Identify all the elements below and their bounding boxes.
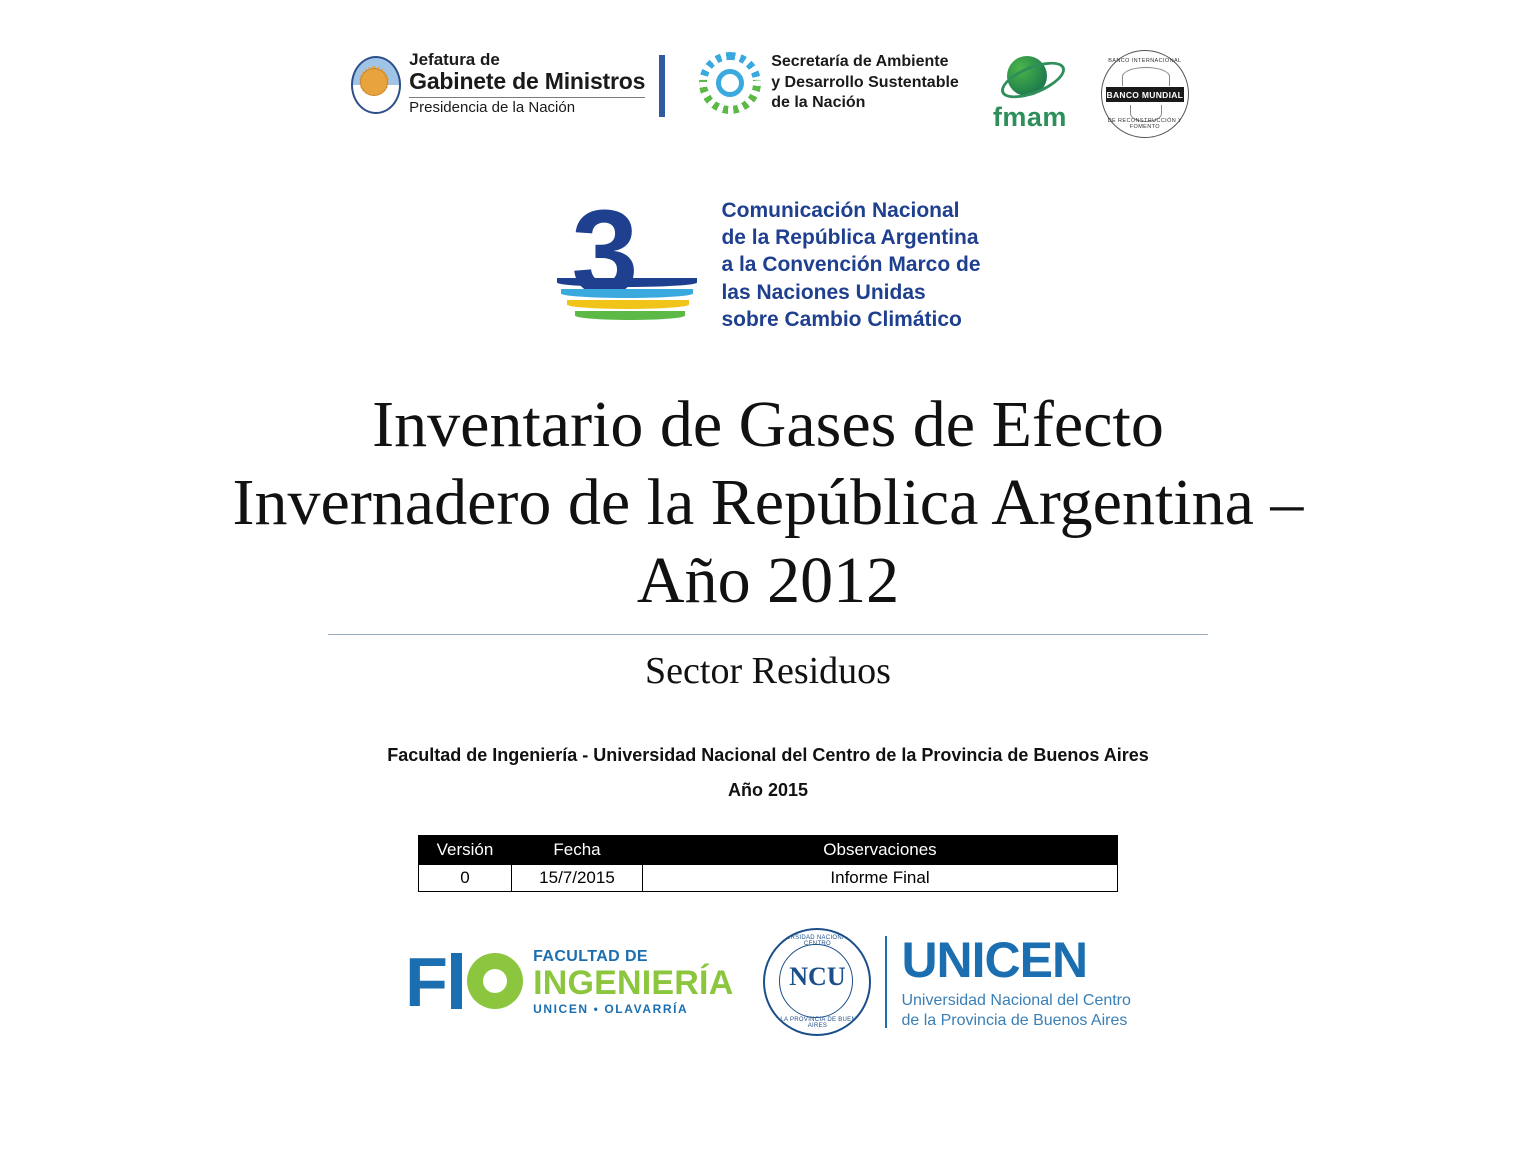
argentina-shield-icon (347, 50, 401, 116)
unicen-seal-bottom-text: DE LA PROVINCIA DE BUENOS AIRES (769, 1016, 866, 1029)
logo-fmam (993, 54, 1067, 133)
table-header-row (419, 835, 1118, 864)
title-divider (328, 634, 1208, 635)
footer-logo-strip (0, 928, 1536, 1036)
globe-icon (999, 54, 1061, 106)
comunicacion-line-3: a la Convención Marco de (721, 253, 981, 277)
cell-version: 0 (419, 864, 512, 891)
comunicacion-line-1: Comunicación Nacional (721, 198, 960, 222)
fio-line2: INGENIERÍA (533, 964, 734, 1003)
logo-facultad-ingenieria (405, 942, 734, 1021)
column-header-observaciones: Observaciones (643, 835, 1118, 864)
jefatura-line3: Presidencia de la Nación (409, 97, 645, 117)
column-header-fecha: Fecha (512, 835, 643, 864)
sun-circle-icon (699, 52, 761, 114)
ambiente-line1: Secretaría de Ambiente (771, 53, 949, 71)
banco-arc-top: BANCO INTERNACIONAL (1108, 58, 1182, 64)
jefatura-accent-bar (659, 55, 665, 117)
jefatura-line2: Gabinete de Ministros (409, 68, 646, 95)
comunicacion-line-4: las Naciones Unidas (721, 280, 926, 304)
unicen-seal-monogram: NCU (789, 961, 846, 991)
header-logo-strip (0, 0, 1536, 138)
unicen-sub-line2: de la Provincia de Buenos Aires (901, 1012, 1128, 1030)
comunicacion-number: 3 (571, 185, 639, 319)
unicen-wordmark: UNICEN (901, 932, 1088, 989)
banco-band-label: BANCO MUNDIAL (1106, 87, 1184, 102)
affiliation-block (0, 745, 1536, 801)
unicen-sub-line1: Universidad Nacional del Centro (901, 991, 1131, 1009)
unicen-seal-top-text: UNIVERSIDAD NACIONAL DEL CENTRO (770, 934, 865, 947)
version-table (418, 835, 1118, 892)
logo-jefatura-gabinete (347, 50, 665, 117)
ambiente-line3: de la Nación (771, 94, 866, 112)
comunicacion-line-5: sobre Cambio Climático (721, 307, 962, 331)
document-subtitle: Sector Residuos (645, 649, 891, 692)
column-header-version: Versión (419, 835, 512, 864)
cell-observaciones: Informe Final (643, 864, 1118, 891)
logo-unicen (763, 928, 1130, 1036)
banco-arc-bottom: DE RECONSTRUCCIÓN Y FOMENTO (1107, 118, 1183, 130)
unicen-divider (885, 936, 887, 1028)
fmam-wordmark: fmam (992, 102, 1067, 132)
ambiente-line2: y Desarrollo Sustentable (771, 73, 959, 91)
logo-secretaria-ambiente (699, 52, 959, 114)
comunicacion-nacional-logo (0, 185, 1536, 340)
jefatura-line1: Jefatura de (409, 50, 500, 69)
affiliation-year: Año 2015 (727, 779, 809, 800)
comunicacion-text (721, 197, 980, 333)
comunicacion-line-2: de la República Argentina (721, 226, 979, 250)
third-communication-icon (555, 185, 705, 340)
fio-logo-icon: F (405, 945, 523, 1019)
fio-line1: FACULTAD DE (533, 947, 649, 965)
page-title: Inventario de Gases de Efecto Invernadero de la República Argentina – Año 2012 (232, 388, 1304, 617)
unicen-seal-icon (763, 928, 871, 1036)
cell-fecha: 15/7/2015 (512, 864, 643, 891)
world-bank-seal-icon (1101, 50, 1189, 138)
table-row (419, 864, 1118, 891)
affiliation-text: Facultad de Ingeniería - Universidad Nacional del Centro de la Provincia de Buenos Aires (387, 744, 1149, 765)
fio-line3: UNICEN • OLAVARRÍA (533, 1001, 689, 1016)
